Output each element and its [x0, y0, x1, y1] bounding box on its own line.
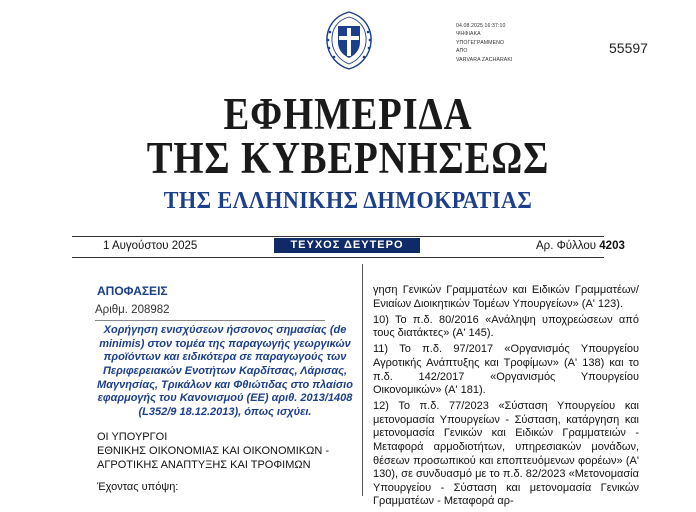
- decision-number: Αριθμ. 208982: [95, 301, 325, 322]
- series-badge: ΤΕΥΧΟΣ ΔΕΥΤΕΡΟ: [274, 238, 420, 253]
- greek-coat-of-arms-icon: [318, 8, 380, 72]
- ministers-line: ΑΓΡΟΤΙΚΗΣ ΑΝΑΠΤΥΞΗΣ ΚΑΙ ΤΡΟΦΙΜΩΝ: [97, 458, 311, 471]
- paragraph: 11) Το π.δ. 97/2017 «Οργανισμός Υπουργείου Αγροτικής Ανάπτυξης και Τροφίμων» (Α' 138) και το π.δ. 142/2017 «Οργανισμός Υπουργείου Οικονομικών» (Α' 181).: [373, 343, 639, 397]
- signature-line: VARVARA ZACHARAKI: [456, 56, 513, 63]
- signature-line: ΑΠΟ: [456, 48, 468, 55]
- left-column: [97, 285, 353, 495]
- issue-number: 55597: [609, 40, 648, 56]
- sheet-number: 4203: [599, 240, 625, 252]
- right-column: [373, 284, 639, 512]
- decision-title: Χορήγηση ενισχύσεων ήσσονος σημασίας (de minimis) στον τομέα της παραγωγής γεωργικών προϊόντων και ειδικότερα σε παραγωγούς των Περιφερειακών Ενοτήτων Καρδίτσας, Λάρισας, Μαγνησίας, Τρικάλων και Φθιώτιδας στο πλαίσιο εφαρμογής του Κανονισμού (ΕΕ) αριθ. 2013/1408 (L352/9 18.12.2013), όπως ισχύει.: [97, 324, 353, 418]
- issue-date: 1 Αυγούστου 2025: [103, 240, 198, 252]
- column-divider: [362, 264, 363, 496]
- header-rule-top: [72, 236, 604, 237]
- digital-signature-block: [456, 22, 512, 64]
- gazette-subtitle: ΤΗΣ ΕΛΛΗΝΙΚΗΣ ΔΗΜΟΚΡΑΤΙΑΣ: [163, 188, 533, 214]
- sheet-label: Αρ. Φύλλου: [536, 240, 597, 252]
- having-regard-label: Έχοντας υπόψη:: [97, 481, 179, 494]
- signature-line: ΨΗΦΙΑΚΑ: [456, 31, 481, 38]
- header-rule-bottom: [72, 257, 604, 258]
- ministers-line: ΕΘΝΙΚΗΣ ΟΙΚΟΝΟΜΙΑΣ ΚΑΙ ΟΙΚΟΝΟΜΙΚΩΝ -: [97, 444, 330, 457]
- section-heading: ΑΠΟΦΑΣΕΙΣ: [97, 284, 168, 298]
- ministers-label: ΟΙ ΥΠΟΥΡΓΟΙ: [97, 431, 168, 444]
- paragraph: 10) Το π.δ. 80/2016 «Ανάληψη υποχρεώσεων από τους διατάκτες» (Α' 145).: [373, 313, 639, 340]
- gazette-title-line2: ΤΗΣ ΚΥΒΕΡΝΗΣΕΩΣ: [146, 133, 550, 183]
- gazette-title-line1: ΕΦΗΜΕΡΙΔΑ: [223, 89, 473, 139]
- paragraph: 12) Το π.δ. 77/2023 «Σύσταση Υπουργείου και μετονομασία Υπουργείων - Σύσταση, κατάργηση και μετονομασία Γενικών και Ειδικών Γραμματειών - Μεταφορά αρμοδιοτήτων, υπηρεσιακών μονάδων, θέσεων προσωπικού και εποπτευόμενων φορέων» (Α' 130), σε συνδυασμό με το π.δ. 82/2023 «Μετονομασία Υπουργείου - Σύσταση και μετονομασία Γενικών Γραμματέων - Μεταφορά αρ-: [373, 400, 639, 508]
- sheet-info: [536, 240, 625, 252]
- signature-line: 04.08.2025 16:37:10: [456, 23, 506, 29]
- signature-line: ΥΠΟΓΕΓΡΑΜΜΕΝΟ: [456, 39, 505, 46]
- paragraph: γηση Γενικών Γραμματέων και Ειδικών Γραμματέων/Ενιαίων Διοικητικών Τομέων Υπουργείων» (Α' 123).: [373, 284, 639, 310]
